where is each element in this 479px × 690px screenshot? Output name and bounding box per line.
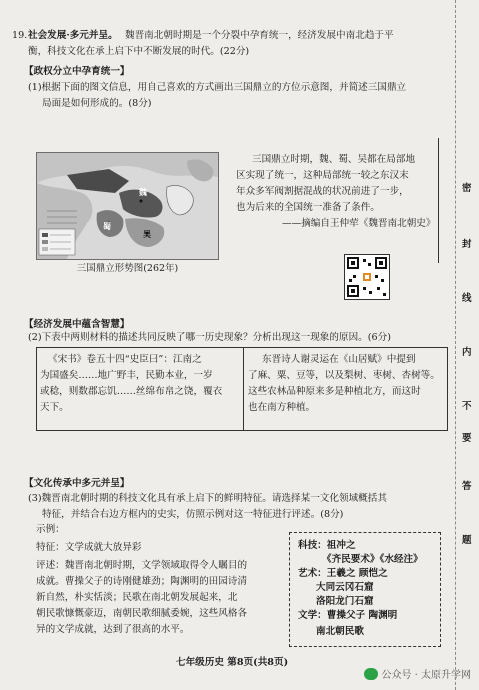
- left-material-line-4: 天下。: [40, 402, 69, 413]
- section2-question-line1: (2)下表中两则材料的描述共同反映了哪一历史现象？分析出现这一现象的原因。(6分): [28, 332, 391, 343]
- map-label-wu: 吴: [143, 229, 151, 239]
- quote-line-1: 三国鼎立时期，魏、蜀、吴都在局部地: [252, 154, 416, 165]
- right-material-line-4: 也在南方种植。: [248, 402, 316, 413]
- section1-heading: 【政权分立中孕育统一】: [24, 66, 130, 77]
- question-title: 社会发展·多元并呈。: [28, 30, 118, 41]
- example-comment-line-3: 新自然，朴实恬淡；民歌在南北朝发展起来，北: [36, 592, 238, 603]
- question-number: 19.: [12, 30, 28, 41]
- facts-box-line-4: 大同云冈石窟: [316, 582, 374, 593]
- page-footer: 七年级历史 第8页(共8页): [176, 657, 289, 668]
- section3-question-line1: (3)魏晋南北朝时期的科技文化具有承上启下的鲜明特征。请选择某一文化领域概括其: [28, 493, 387, 504]
- left-material-line-3: 或稔，则数郡忘饥……丝绵布帛之饶，覆衣: [40, 386, 223, 397]
- map-caption: 三国鼎立形势图(262年): [76, 263, 179, 274]
- section3-heading: 【文化传承中多元并呈】: [24, 478, 130, 489]
- right-material-line-2: 了麻、粟、豆等，以及梨树、枣树、杏树等。: [248, 370, 440, 381]
- binding-char-1: 密: [462, 183, 472, 194]
- section1-question-line2: 局面是如何形成的。(8分): [42, 98, 152, 109]
- map-label-wei: 魏: [139, 187, 147, 197]
- binding-char-3: 线: [462, 293, 472, 304]
- example-feature: 特征：文学成就大放异彩: [36, 542, 142, 553]
- section3-question-line2: 特征，并结合右边方框内的史实，仿照示例对这一特征进行评述。(8分): [42, 509, 344, 520]
- binding-char-7: 答: [462, 481, 472, 492]
- example-comment-line-5: 异的文学成就，达到了很高的水平。: [36, 624, 190, 635]
- example-label: 示例：: [36, 524, 65, 535]
- left-material-line-1: 《宋书》卷五十四“史臣曰”：江南之: [48, 354, 202, 365]
- example-comment-line-4: 朝民歌慷慨豪迈，南朝民歌细腻委婉，这些风格各: [36, 608, 248, 619]
- map-label-shu: 蜀: [103, 221, 111, 231]
- section2-heading: 【经济发展中蕴含智慧】: [24, 319, 130, 330]
- binding-char-8: 题: [462, 535, 472, 546]
- binding-char-6: 要: [462, 433, 472, 444]
- example-comment-line-2: 成就。曹操父子的诗刚健雄劲；陶渊明的田园诗清: [36, 576, 248, 587]
- binding-char-5: 不: [462, 401, 472, 412]
- facts-box-line-5: 洛阳龙门石窟: [316, 596, 374, 607]
- facts-box-line-6: 文学：曹操父子 陶渊明: [298, 610, 398, 621]
- qr-code: [344, 254, 390, 300]
- quote-line-4: 也为后来的全国统一准备了条件。: [236, 202, 380, 213]
- facts-box-line-7: 南北朝民歌: [316, 626, 364, 637]
- question-intro-line2: 衡，科技文化在承上启下中不断发展的时代。(22分): [28, 46, 250, 57]
- binding-char-4: 内: [462, 347, 472, 358]
- question-intro-line1: 魏晋南北朝时期是一个分裂中孕育统一，经济发展中南北趋于平: [125, 30, 394, 41]
- wechat-icon: [364, 668, 378, 680]
- quote-line-3: 年众多军阀割据混战的状况前进了一步，: [236, 186, 409, 197]
- right-material-line-1: 东晋诗人谢灵运在《山居赋》中提到: [262, 354, 416, 365]
- binding-line: [455, 0, 456, 690]
- quote-line-2: 区实现了统一，这种局部统一较之东汉末: [236, 170, 409, 181]
- facts-box-line-2: 《齐民要术》《水经注》: [322, 554, 423, 565]
- left-material-line-2: 为国盛矣……地广野丰，民勤本业，一岁: [40, 370, 213, 381]
- right-material-line-3: 这些农林品种原来多是种植北方，而这时: [248, 386, 421, 397]
- three-kingdoms-map: [36, 152, 219, 260]
- watermark-text: 公众号 · 太原升学网: [381, 670, 471, 681]
- facts-box-line-3: 艺术：王羲之 顾恺之: [298, 568, 388, 579]
- section1-question-line1: (1)根据下面的图文信息，用自己喜欢的方式画出三国鼎立的方位示意图，并简述三国鼎立: [28, 82, 407, 93]
- example-comment-line-1: 评述：魏晋南北朝时期，文学领域取得令人瞩目的: [36, 560, 248, 571]
- quote-source: ——摘编自王仲荦《魏晋南北朝史》: [282, 218, 436, 229]
- table-divider: [243, 348, 244, 430]
- binding-char-2: 封: [462, 239, 472, 250]
- facts-box-line-1: 科技：祖冲之: [298, 540, 356, 551]
